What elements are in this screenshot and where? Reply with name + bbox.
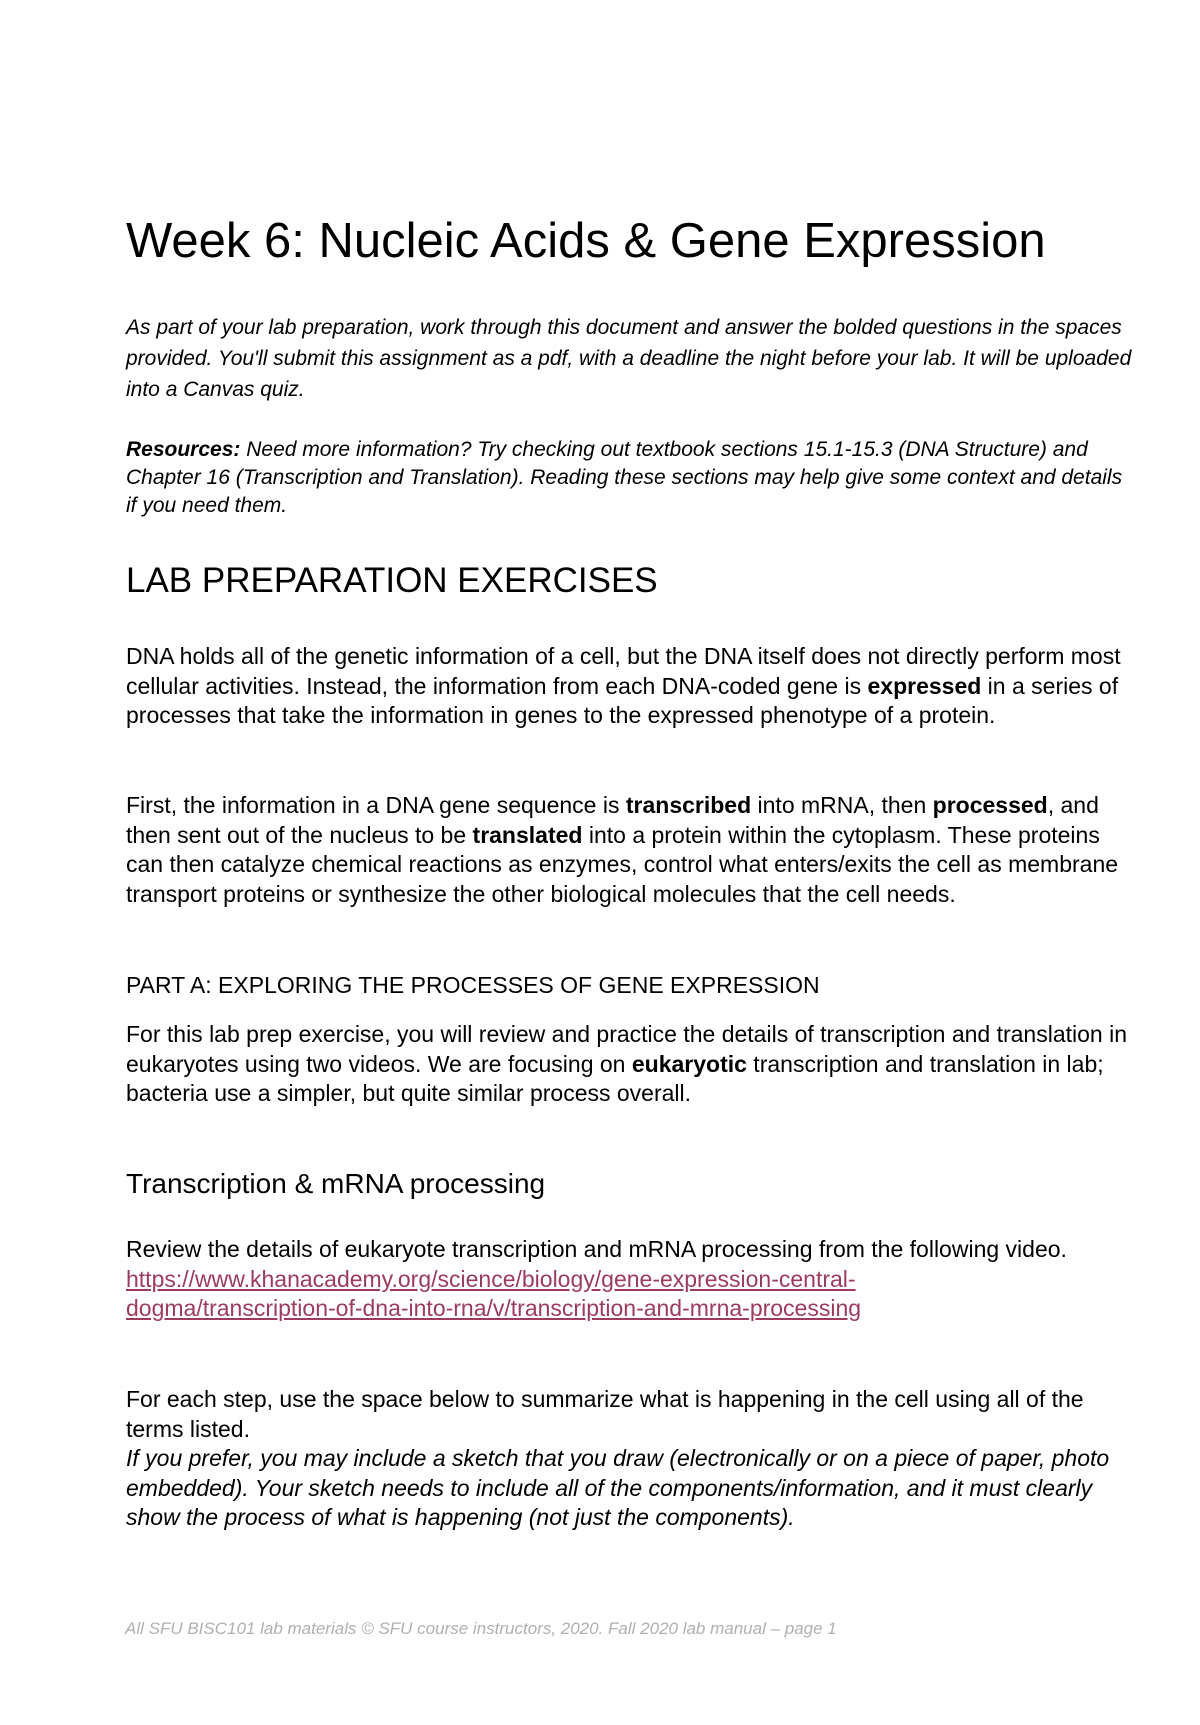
bold-term-transcribed: transcribed [625, 792, 752, 818]
paragraph-text: , and then sent out of the nucleus to be [126, 792, 1099, 848]
paragraph-text: For this lab prep exercise, you will review and practice the details of transcription and translation in eukaryotes using two videos. We are focusing on [126, 1021, 1127, 1077]
paragraph-gene-process [126, 791, 1136, 909]
paragraph-text: transcription and translation in lab; bacteria use a simpler, but quite similar process overall. [126, 1050, 1104, 1106]
resources-text: Need more information? Try checking out textbook sections 15.1-15.3 (DNA Structure) and Chapter 16 (Transcription and Translation). Reading these sections may help give some context and details if you need them. [126, 438, 1123, 517]
paragraph-text: in a series of processes that take the information in genes to the expressed phenotype of a protein. [126, 672, 1119, 728]
subheading-transcription: Transcription & mRNA processing [126, 1168, 546, 1199]
paragraph-dna-expression [126, 642, 1136, 731]
sketch-instructions: If you prefer, you may include a sketch that you draw (electronically or on a piece of paper, photo embedded). Your sketch needs to include all of the components/information, and it must clearly show the process of what is happening (not just the components). [126, 1445, 1110, 1530]
page-title: Week 6: Nucleic Acids & Gene Expression [126, 214, 1046, 268]
intro-paragraph: As part of your lab preparation, work through this document and answer the bolded questions in the spaces provided. You'll submit this assignment as a pdf, with a deadline the night before your lab. It will be uploaded into a Canvas quiz. [126, 316, 1132, 401]
link-line[interactable]: https://www.khanacademy.org/science/biology/gene-expression-central- [126, 1265, 856, 1292]
part-a-heading: PART A: EXPLORING THE PROCESSES OF GENE EXPRESSION [126, 972, 820, 998]
bold-term-translated: translated [472, 821, 583, 848]
link-line[interactable]: dogma/transcription-of-dna-into-rna/v/transcription-and-mrna-processing [126, 1295, 862, 1321]
paragraph-video [126, 1235, 1136, 1324]
paragraph-instructions [126, 1385, 1136, 1533]
resources-label: Resources: [126, 438, 241, 461]
bold-term-processed: processed [932, 792, 1048, 818]
paragraph-text: into mRNA, then [751, 792, 933, 818]
section-heading: LAB PREPARATION EXERCISES [126, 561, 658, 600]
bold-term-eukaryotic: eukaryotic [631, 1050, 747, 1077]
paragraph-text: DNA holds all of the genetic information of a cell, but the DNA itself does not directly perform most cellular activities. Instead, the information from each DNA-coded gene is [126, 643, 1121, 699]
paragraph-text: For each step, use the space below to summarize what is happening in the cell using all of the terms listed. [126, 1386, 1084, 1442]
paragraph-text: into a protein within the cytoplasm. These proteins can then catalyze chemical reactions as enzymes, control what enters/exits the cell as membrane transport proteins or synthesize the other biological molecules that the cell needs. [126, 821, 1119, 907]
bold-term-expressed: expressed [867, 672, 982, 699]
paragraph-lab-prep [126, 1020, 1136, 1109]
page-footer: All SFU BISC101 lab materials © SFU course instructors, 2020. Fall 2020 lab manual – page 1 [125, 1619, 837, 1638]
paragraph-text: First, the information in a DNA gene sequence is [126, 792, 626, 818]
paragraph-text: Review the details of eukaryote transcription and mRNA processing from the following video. [126, 1236, 1067, 1262]
resources-paragraph [126, 436, 1126, 520]
video-link[interactable] [126, 1265, 1136, 1324]
